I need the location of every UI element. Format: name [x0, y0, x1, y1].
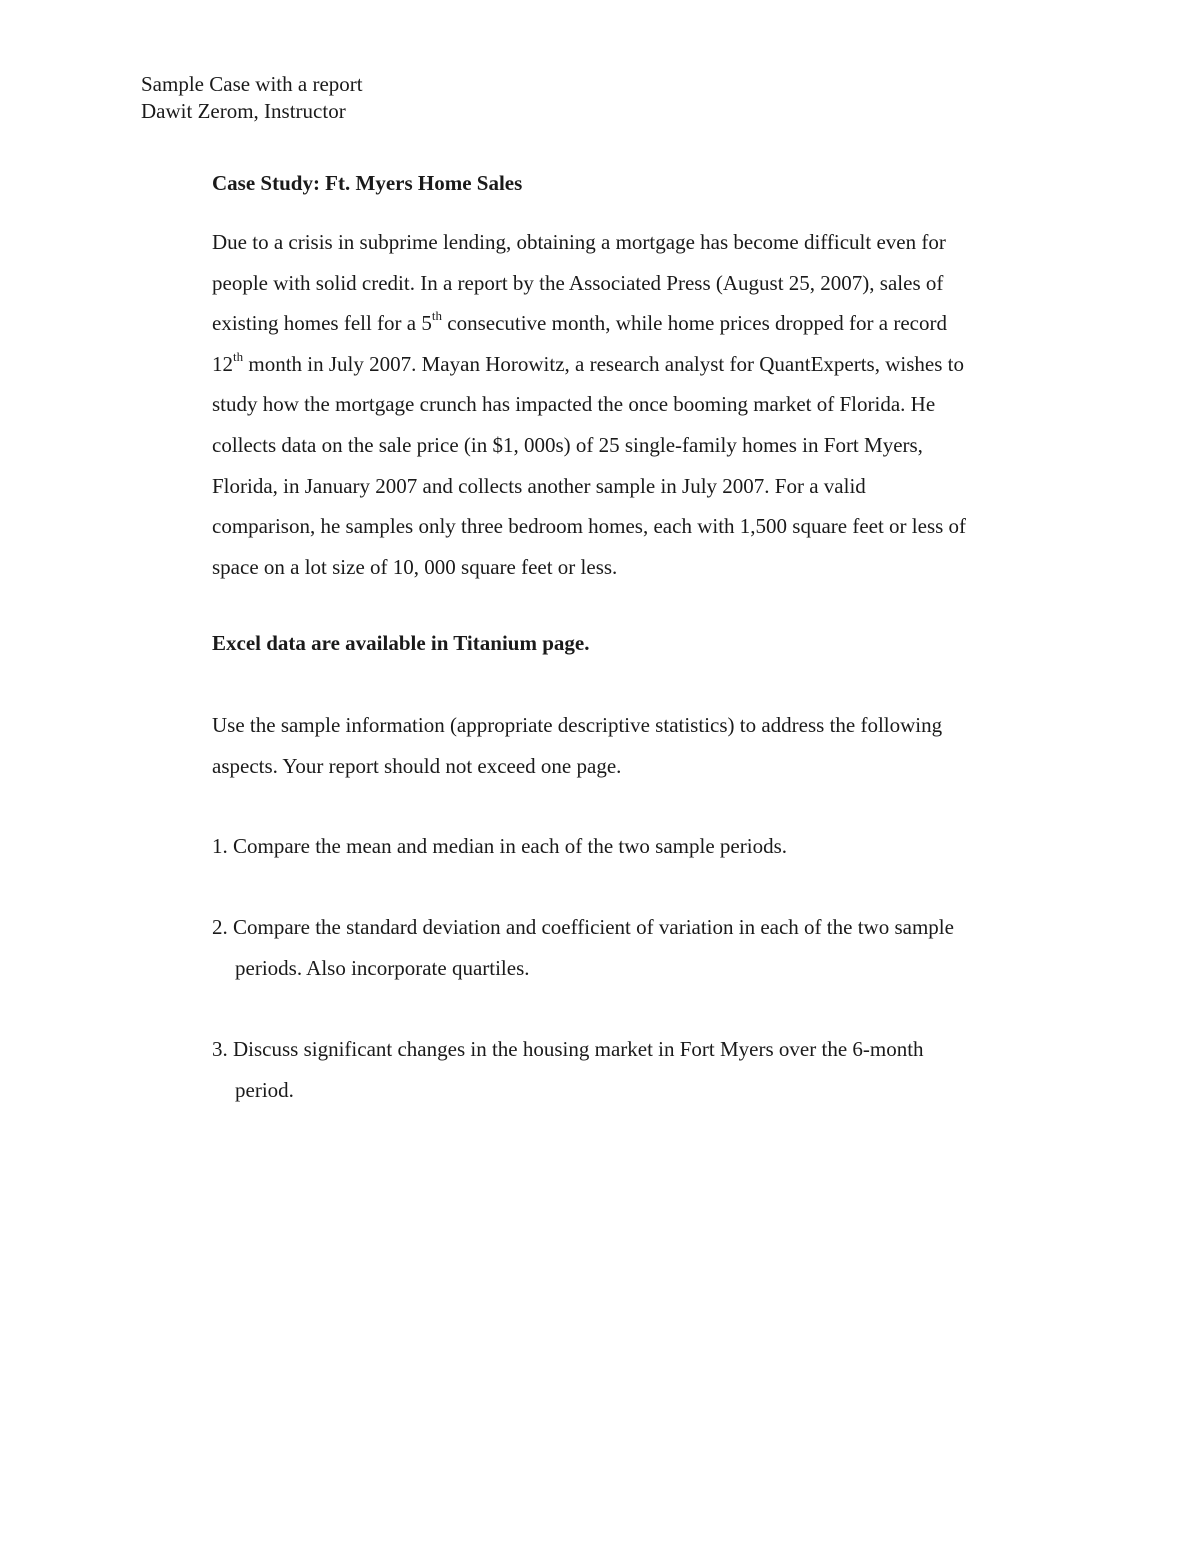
question-text: 2. Compare the standard deviation and coefficient of variation in each of the two sample — [212, 915, 954, 939]
case-title: Case Study: Ft. Myers Home Sales — [212, 171, 523, 195]
question-item — [212, 907, 1072, 988]
instructions-line: aspects. Your report should not exceed one page. — [212, 753, 622, 778]
case-paragraph — [212, 222, 1072, 587]
paragraph-line: space on a lot size of 10, 000 square feet or less. — [212, 554, 618, 579]
document-header — [141, 71, 363, 125]
instructions-line: Use the sample information (appropriate descriptive statistics) to address the following — [212, 713, 943, 737]
paragraph-line — [212, 344, 1072, 385]
paragraph-text: existing homes fell for a 5 — [212, 311, 432, 336]
paragraph-line: comparison, he samples only three bedroom homes, each with 1,500 square feet or less of — [212, 514, 967, 539]
question-text: 3. Discuss significant changes in the housing market in Fort Myers over the 6-month — [212, 1037, 924, 1061]
excel-data-note: Excel data are available in Titanium page. — [212, 631, 590, 655]
ordinal-superscript: th — [431, 308, 442, 324]
paragraph-line: study how the mortgage crunch has impacted the once booming market of Florida. He — [212, 392, 936, 417]
question-item — [212, 826, 1072, 867]
question-item — [212, 1029, 1072, 1110]
paragraph-line — [212, 303, 1072, 344]
paragraph-text: consecutive month, while home prices dropped for a record — [442, 311, 947, 336]
paragraph-line: Florida, in January 2007 and collects another sample in July 2007. For a valid — [212, 473, 866, 498]
ordinal-superscript: th — [233, 348, 244, 364]
paragraph-text: 12 — [212, 351, 233, 376]
question-text-continued: periods. Also incorporate quartiles. — [235, 955, 530, 980]
instructions-paragraph — [212, 705, 1072, 786]
header-instructor-line: Dawit Zerom, Instructor — [141, 99, 346, 123]
paragraph-line: collects data on the sale price (in $1, 000s) of 25 single-family homes in Fort Myers, — [212, 432, 923, 457]
paragraph-text: month in July 2007. Mayan Horowitz, a research analyst for QuantExperts, wishes to — [243, 351, 964, 376]
question-text-continued: period. — [235, 1077, 294, 1102]
paragraph-line: people with solid credit. In a report by the Associated Press (August 25, 2007), sales of — [212, 270, 944, 295]
question-text: 1. Compare the mean and median in each of the two sample periods. — [212, 834, 787, 858]
paragraph-line: Due to a crisis in subprime lending, obtaining a mortgage has become difficult even for — [212, 230, 946, 254]
header-course-line: Sample Case with a report — [141, 72, 363, 96]
